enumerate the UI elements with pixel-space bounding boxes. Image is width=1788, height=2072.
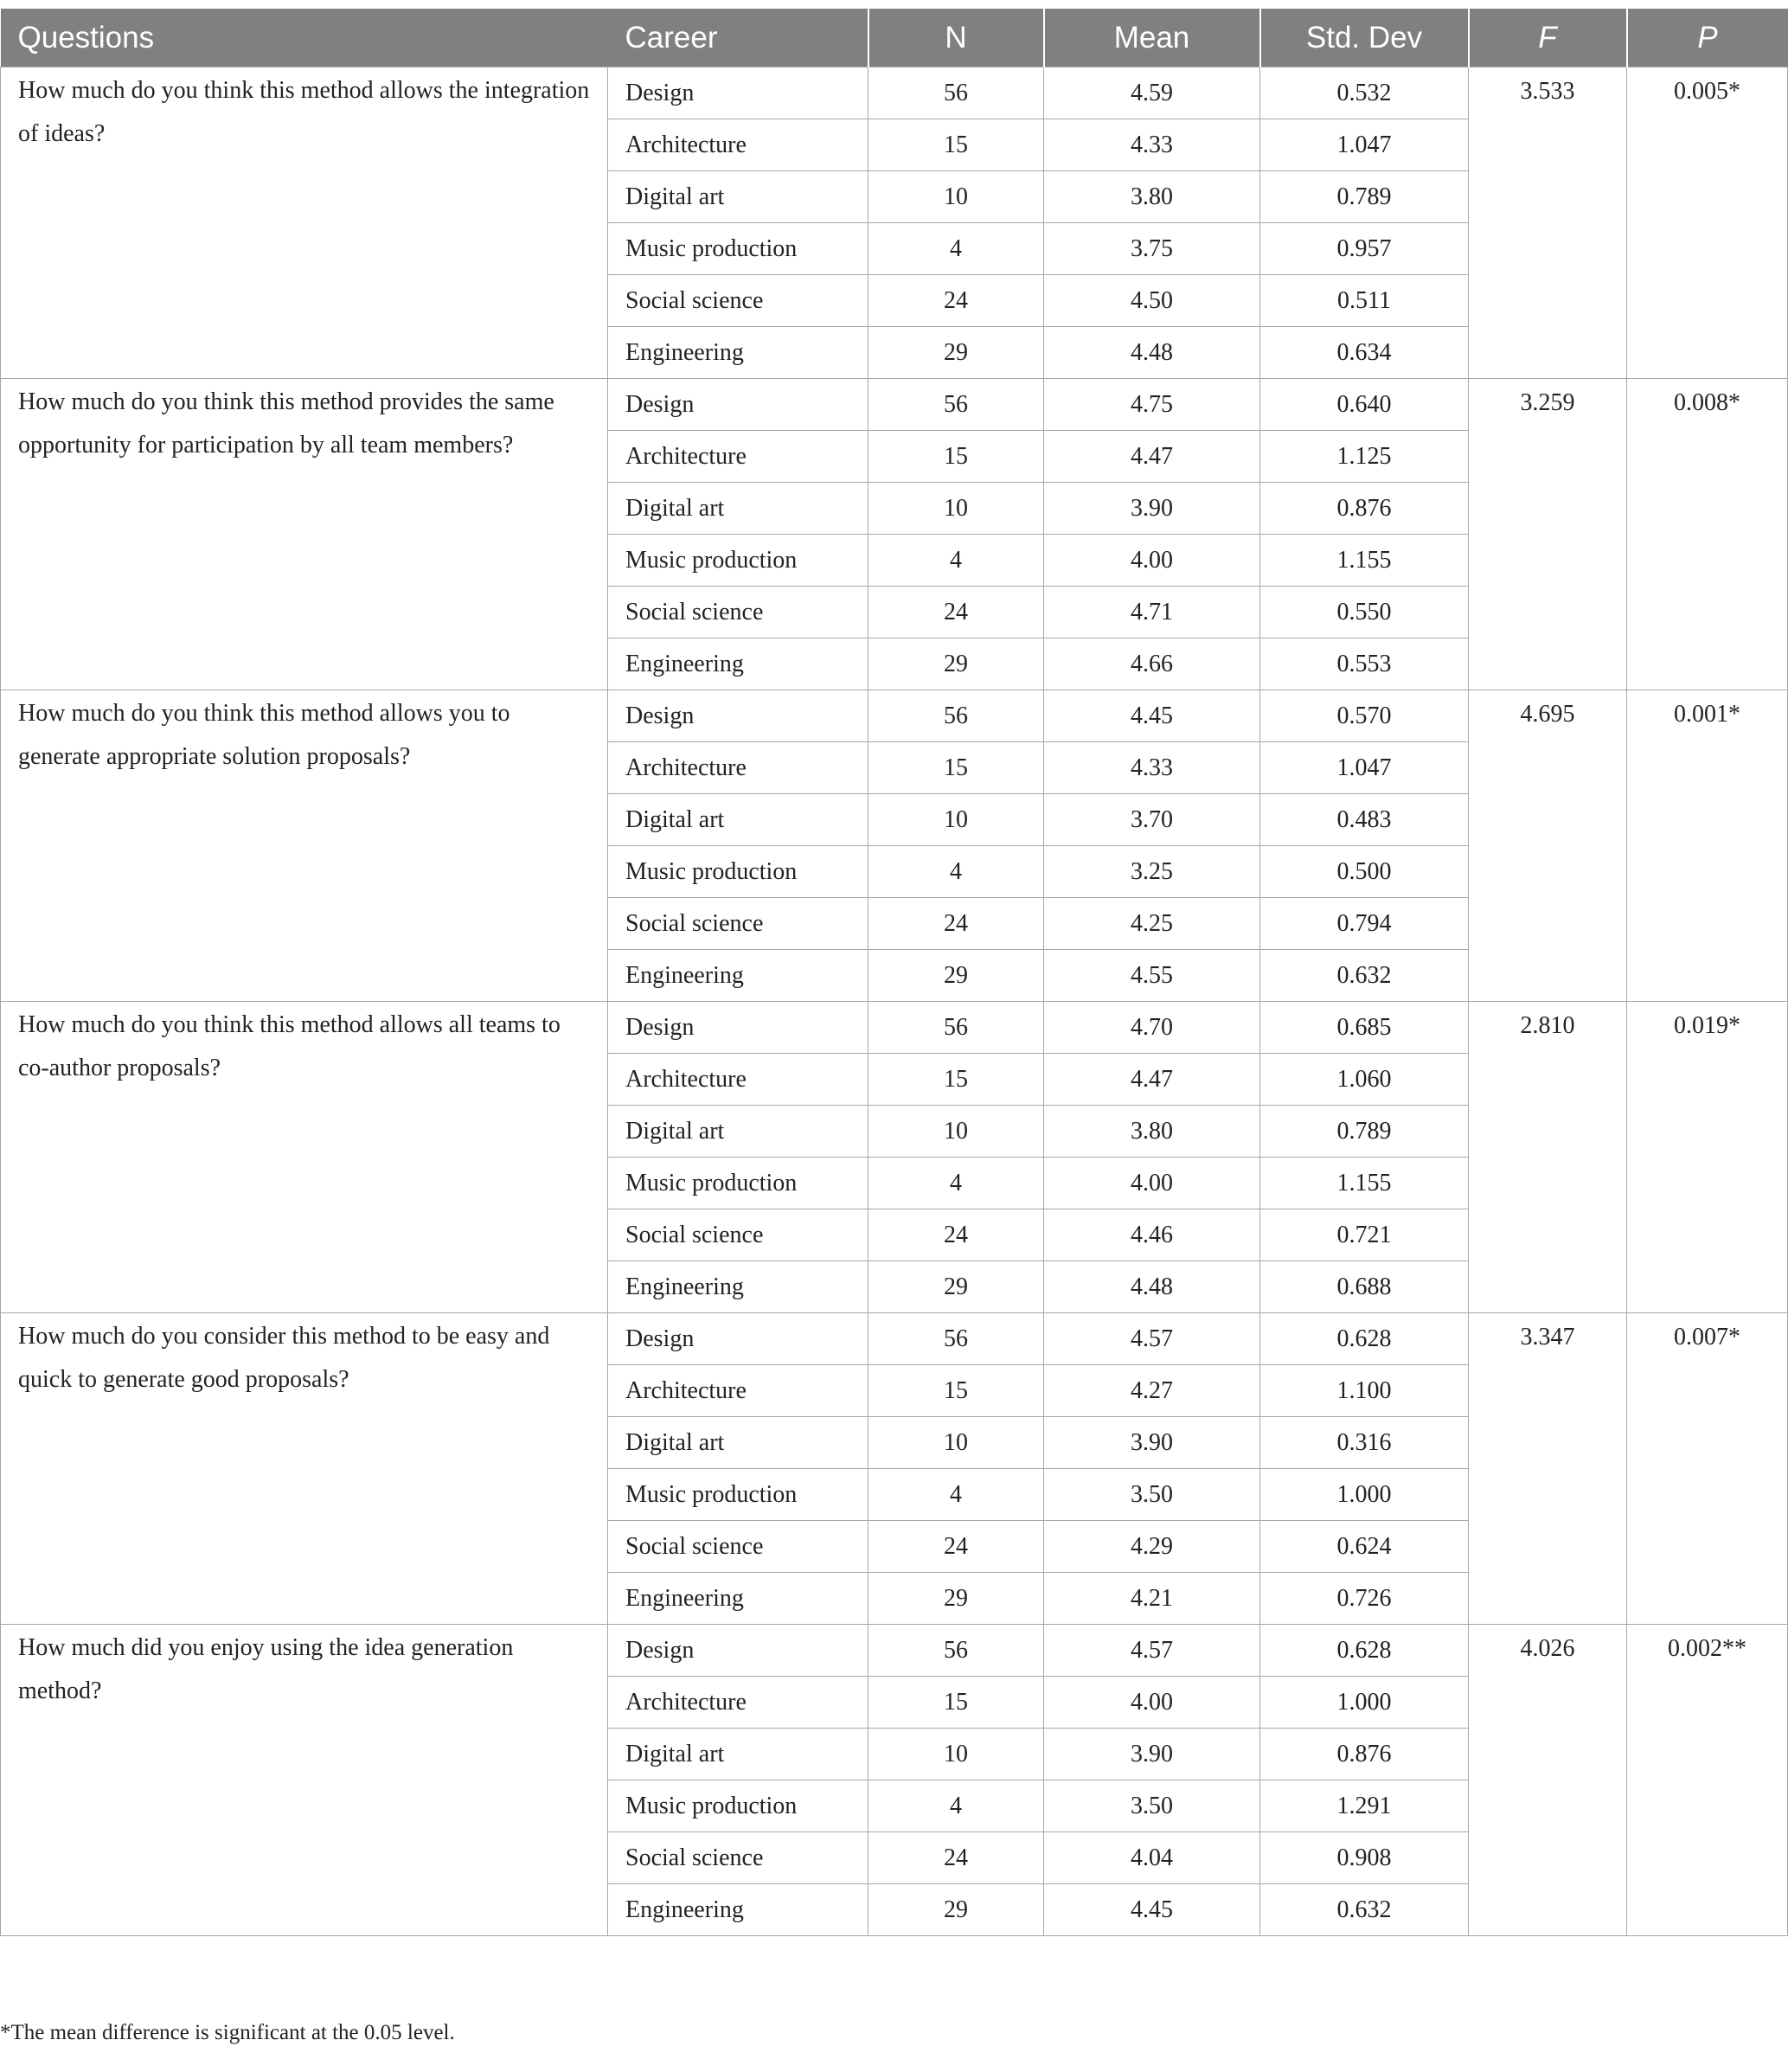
table-row bbox=[1, 1313, 1788, 1365]
std-dev-cell: 0.632 bbox=[1260, 1884, 1469, 1936]
career-cell: Digital art bbox=[608, 171, 868, 223]
mean-cell: 4.29 bbox=[1044, 1521, 1260, 1573]
career-cell: Design bbox=[608, 379, 868, 431]
career-cell: Engineering bbox=[608, 1884, 868, 1936]
mean-cell: 3.90 bbox=[1044, 483, 1260, 535]
question-cell: How much did you enjoy using the idea generation method? bbox=[1, 1625, 608, 1936]
header-mean: Mean bbox=[1044, 9, 1260, 67]
career-cell: Music production bbox=[608, 223, 868, 275]
mean-cell: 4.33 bbox=[1044, 742, 1260, 794]
header-questions: Questions bbox=[1, 9, 608, 67]
std-dev-cell: 0.550 bbox=[1260, 587, 1469, 638]
career-cell: Architecture bbox=[608, 1677, 868, 1729]
career-cell: Digital art bbox=[608, 1417, 868, 1469]
std-dev-cell: 0.688 bbox=[1260, 1261, 1469, 1313]
n-cell: 4 bbox=[868, 846, 1044, 898]
f-value-cell: 3.259 bbox=[1469, 379, 1627, 690]
mean-cell: 4.47 bbox=[1044, 431, 1260, 483]
n-cell: 56 bbox=[868, 67, 1044, 119]
std-dev-cell: 0.789 bbox=[1260, 171, 1469, 223]
career-cell: Design bbox=[608, 1625, 868, 1677]
n-cell: 24 bbox=[868, 1209, 1044, 1261]
n-cell: 56 bbox=[868, 690, 1044, 742]
mean-cell: 4.21 bbox=[1044, 1573, 1260, 1625]
std-dev-cell: 0.316 bbox=[1260, 1417, 1469, 1469]
n-cell: 15 bbox=[868, 1365, 1044, 1417]
mean-cell: 4.00 bbox=[1044, 1158, 1260, 1209]
mean-cell: 4.50 bbox=[1044, 275, 1260, 327]
career-cell: Social science bbox=[608, 275, 868, 327]
std-dev-cell: 1.155 bbox=[1260, 1158, 1469, 1209]
mean-cell: 4.57 bbox=[1044, 1313, 1260, 1365]
question-cell: How much do you think this method provides the same opportunity for participation by all team members? bbox=[1, 379, 608, 690]
career-cell: Architecture bbox=[608, 742, 868, 794]
career-cell: Design bbox=[608, 1002, 868, 1054]
career-cell: Social science bbox=[608, 1521, 868, 1573]
career-cell: Social science bbox=[608, 587, 868, 638]
f-value-cell: 4.026 bbox=[1469, 1625, 1627, 1936]
question-cell: How much do you consider this method to be easy and quick to generate good proposals? bbox=[1, 1313, 608, 1625]
career-cell: Architecture bbox=[608, 1365, 868, 1417]
p-value-cell: 0.019* bbox=[1627, 1002, 1788, 1313]
n-cell: 10 bbox=[868, 1417, 1044, 1469]
career-cell: Design bbox=[608, 1313, 868, 1365]
career-cell: Digital art bbox=[608, 794, 868, 846]
header-career: Career bbox=[608, 9, 868, 67]
career-cell: Digital art bbox=[608, 483, 868, 535]
mean-cell: 4.75 bbox=[1044, 379, 1260, 431]
mean-cell: 4.45 bbox=[1044, 690, 1260, 742]
n-cell: 4 bbox=[868, 223, 1044, 275]
mean-cell: 4.04 bbox=[1044, 1832, 1260, 1884]
std-dev-cell: 0.957 bbox=[1260, 223, 1469, 275]
n-cell: 29 bbox=[868, 1261, 1044, 1313]
mean-cell: 3.25 bbox=[1044, 846, 1260, 898]
n-cell: 15 bbox=[868, 742, 1044, 794]
n-cell: 10 bbox=[868, 1729, 1044, 1780]
n-cell: 56 bbox=[868, 1002, 1044, 1054]
f-value-cell: 3.533 bbox=[1469, 67, 1627, 379]
std-dev-cell: 0.570 bbox=[1260, 690, 1469, 742]
mean-cell: 4.46 bbox=[1044, 1209, 1260, 1261]
std-dev-cell: 0.908 bbox=[1260, 1832, 1469, 1884]
n-cell: 15 bbox=[868, 1054, 1044, 1106]
n-cell: 29 bbox=[868, 1884, 1044, 1936]
std-dev-cell: 0.685 bbox=[1260, 1002, 1469, 1054]
mean-cell: 3.50 bbox=[1044, 1469, 1260, 1521]
std-dev-cell: 0.483 bbox=[1260, 794, 1469, 846]
n-cell: 15 bbox=[868, 119, 1044, 171]
mean-cell: 3.90 bbox=[1044, 1417, 1260, 1469]
std-dev-cell: 0.876 bbox=[1260, 1729, 1469, 1780]
std-dev-cell: 1.100 bbox=[1260, 1365, 1469, 1417]
mean-cell: 4.00 bbox=[1044, 1677, 1260, 1729]
career-cell: Architecture bbox=[608, 1054, 868, 1106]
std-dev-cell: 1.155 bbox=[1260, 535, 1469, 587]
header-n: N bbox=[868, 9, 1044, 67]
table-row bbox=[1, 1625, 1788, 1677]
header-f: F bbox=[1469, 9, 1627, 67]
n-cell: 29 bbox=[868, 638, 1044, 690]
mean-cell: 4.45 bbox=[1044, 1884, 1260, 1936]
p-value-cell: 0.007* bbox=[1627, 1313, 1788, 1625]
mean-cell: 4.57 bbox=[1044, 1625, 1260, 1677]
p-value-cell: 0.005* bbox=[1627, 67, 1788, 379]
n-cell: 4 bbox=[868, 1469, 1044, 1521]
std-dev-cell: 0.640 bbox=[1260, 379, 1469, 431]
footnote: *The mean difference is significant at the 0.05 level. bbox=[0, 2021, 455, 2044]
std-dev-cell: 0.532 bbox=[1260, 67, 1469, 119]
n-cell: 15 bbox=[868, 431, 1044, 483]
career-cell: Digital art bbox=[608, 1729, 868, 1780]
n-cell: 15 bbox=[868, 1677, 1044, 1729]
n-cell: 10 bbox=[868, 483, 1044, 535]
f-value-cell: 3.347 bbox=[1469, 1313, 1627, 1625]
std-dev-cell: 1.000 bbox=[1260, 1469, 1469, 1521]
n-cell: 10 bbox=[868, 794, 1044, 846]
header-row bbox=[1, 9, 1788, 67]
header-std-dev: Std. Dev bbox=[1260, 9, 1469, 67]
table-row bbox=[1, 67, 1788, 119]
mean-cell: 4.00 bbox=[1044, 535, 1260, 587]
career-cell: Engineering bbox=[608, 950, 868, 1002]
mean-cell: 3.50 bbox=[1044, 1780, 1260, 1832]
n-cell: 29 bbox=[868, 950, 1044, 1002]
career-cell: Engineering bbox=[608, 1573, 868, 1625]
p-value-cell: 0.002** bbox=[1627, 1625, 1788, 1936]
mean-cell: 3.90 bbox=[1044, 1729, 1260, 1780]
question-cell: How much do you think this method allows you to generate appropriate solution proposals? bbox=[1, 690, 608, 1002]
question-cell: How much do you think this method allows all teams to co-author proposals? bbox=[1, 1002, 608, 1313]
career-cell: Music production bbox=[608, 1780, 868, 1832]
std-dev-cell: 1.060 bbox=[1260, 1054, 1469, 1106]
mean-cell: 4.25 bbox=[1044, 898, 1260, 950]
n-cell: 56 bbox=[868, 1313, 1044, 1365]
std-dev-cell: 0.628 bbox=[1260, 1625, 1469, 1677]
career-cell: Engineering bbox=[608, 1261, 868, 1313]
mean-cell: 3.80 bbox=[1044, 1106, 1260, 1158]
career-cell: Social science bbox=[608, 898, 868, 950]
n-cell: 29 bbox=[868, 1573, 1044, 1625]
std-dev-cell: 0.726 bbox=[1260, 1573, 1469, 1625]
n-cell: 10 bbox=[868, 1106, 1044, 1158]
p-value-cell: 0.008* bbox=[1627, 379, 1788, 690]
std-dev-cell: 0.794 bbox=[1260, 898, 1469, 950]
n-cell: 24 bbox=[868, 1832, 1044, 1884]
mean-cell: 4.70 bbox=[1044, 1002, 1260, 1054]
f-value-cell: 2.810 bbox=[1469, 1002, 1627, 1313]
std-dev-cell: 1.047 bbox=[1260, 119, 1469, 171]
f-value-cell: 4.695 bbox=[1469, 690, 1627, 1002]
std-dev-cell: 1.047 bbox=[1260, 742, 1469, 794]
mean-cell: 3.75 bbox=[1044, 223, 1260, 275]
std-dev-cell: 0.500 bbox=[1260, 846, 1469, 898]
career-cell: Design bbox=[608, 690, 868, 742]
table-body bbox=[1, 67, 1788, 1936]
mean-cell: 3.70 bbox=[1044, 794, 1260, 846]
n-cell: 24 bbox=[868, 587, 1044, 638]
n-cell: 4 bbox=[868, 1780, 1044, 1832]
n-cell: 24 bbox=[868, 1521, 1044, 1573]
n-cell: 56 bbox=[868, 1625, 1044, 1677]
mean-cell: 4.47 bbox=[1044, 1054, 1260, 1106]
mean-cell: 4.71 bbox=[1044, 587, 1260, 638]
std-dev-cell: 0.632 bbox=[1260, 950, 1469, 1002]
table-row bbox=[1, 1002, 1788, 1054]
table-row bbox=[1, 690, 1788, 742]
mean-cell: 4.33 bbox=[1044, 119, 1260, 171]
career-cell: Music production bbox=[608, 1158, 868, 1209]
mean-cell: 4.48 bbox=[1044, 327, 1260, 379]
n-cell: 24 bbox=[868, 275, 1044, 327]
std-dev-cell: 0.624 bbox=[1260, 1521, 1469, 1573]
career-cell: Engineering bbox=[608, 638, 868, 690]
career-cell: Digital art bbox=[608, 1106, 868, 1158]
career-cell: Music production bbox=[608, 535, 868, 587]
std-dev-cell: 1.291 bbox=[1260, 1780, 1469, 1832]
mean-cell: 4.27 bbox=[1044, 1365, 1260, 1417]
std-dev-cell: 0.789 bbox=[1260, 1106, 1469, 1158]
career-cell: Architecture bbox=[608, 119, 868, 171]
career-cell: Music production bbox=[608, 846, 868, 898]
p-value-cell: 0.001* bbox=[1627, 690, 1788, 1002]
n-cell: 4 bbox=[868, 1158, 1044, 1209]
career-cell: Social science bbox=[608, 1832, 868, 1884]
mean-cell: 4.48 bbox=[1044, 1261, 1260, 1313]
n-cell: 24 bbox=[868, 898, 1044, 950]
career-cell: Design bbox=[608, 67, 868, 119]
std-dev-cell: 0.634 bbox=[1260, 327, 1469, 379]
mean-cell: 4.66 bbox=[1044, 638, 1260, 690]
std-dev-cell: 1.000 bbox=[1260, 1677, 1469, 1729]
mean-cell: 4.55 bbox=[1044, 950, 1260, 1002]
mean-cell: 3.80 bbox=[1044, 171, 1260, 223]
n-cell: 4 bbox=[868, 535, 1044, 587]
std-dev-cell: 0.721 bbox=[1260, 1209, 1469, 1261]
n-cell: 10 bbox=[868, 171, 1044, 223]
std-dev-cell: 0.553 bbox=[1260, 638, 1469, 690]
question-cell: How much do you think this method allows the integration of ideas? bbox=[1, 67, 608, 379]
n-cell: 56 bbox=[868, 379, 1044, 431]
career-cell: Social science bbox=[608, 1209, 868, 1261]
std-dev-cell: 0.876 bbox=[1260, 483, 1469, 535]
mean-cell: 4.59 bbox=[1044, 67, 1260, 119]
career-cell: Engineering bbox=[608, 327, 868, 379]
header-p: P bbox=[1627, 9, 1788, 67]
table-row bbox=[1, 379, 1788, 431]
career-cell: Music production bbox=[608, 1469, 868, 1521]
career-cell: Architecture bbox=[608, 431, 868, 483]
std-dev-cell: 0.511 bbox=[1260, 275, 1469, 327]
anova-table bbox=[0, 9, 1788, 1936]
std-dev-cell: 1.125 bbox=[1260, 431, 1469, 483]
n-cell: 29 bbox=[868, 327, 1044, 379]
std-dev-cell: 0.628 bbox=[1260, 1313, 1469, 1365]
